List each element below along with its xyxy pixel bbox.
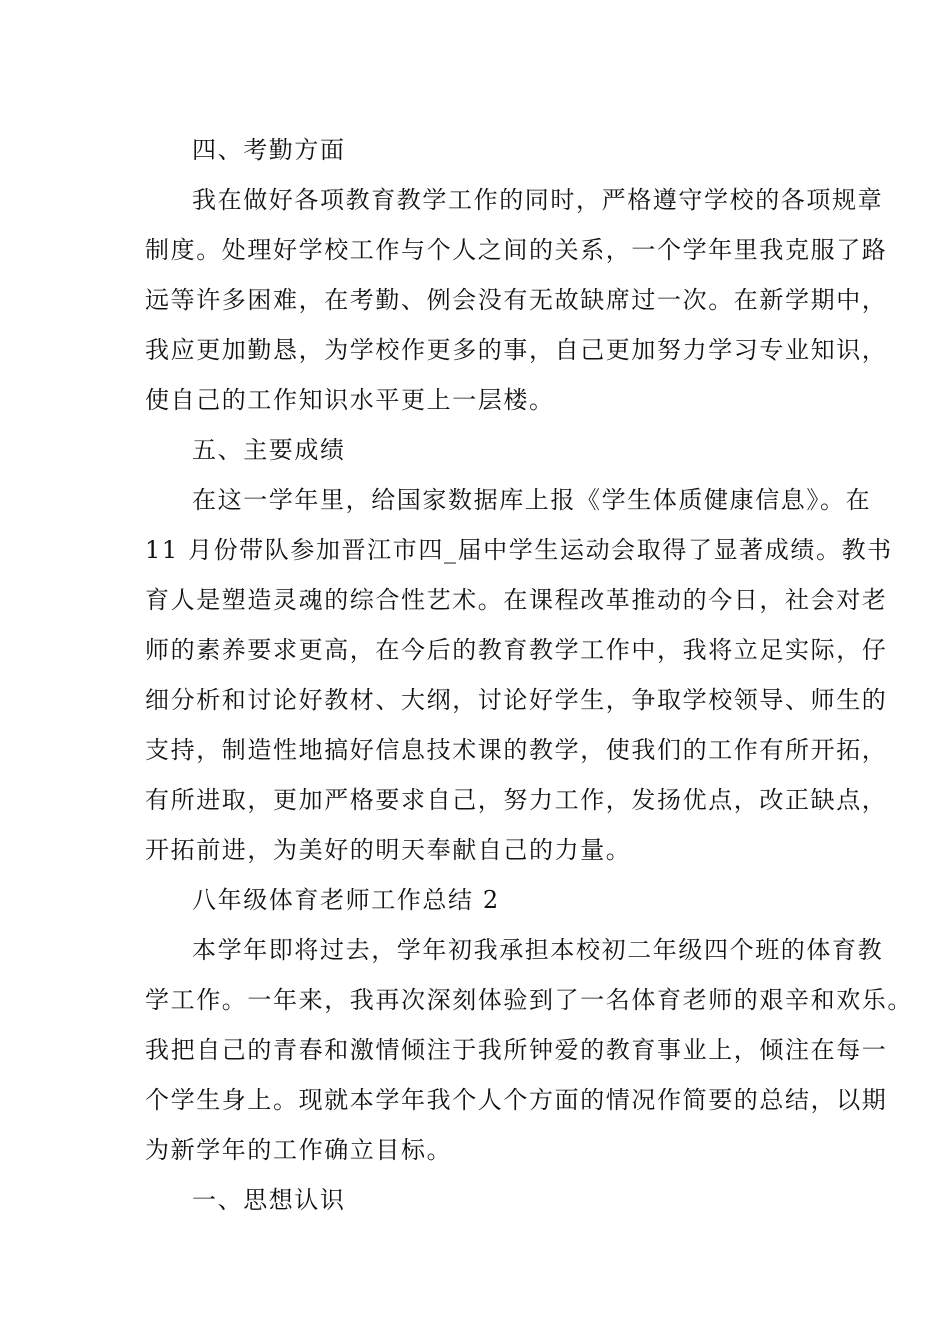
paragraph-line: 开拓前进，为美好的明天奉献自己的力量。 [145, 836, 632, 864]
paragraph-line: 有所进取，更加严格要求自己，努力工作，发扬优点，改正缺点， [145, 786, 888, 814]
paragraph-line: 育人是塑造灵魂的综合性艺术。在课程改革推动的今日，社会对老 [145, 586, 888, 614]
paragraph-line: 师的素养要求更高，在今后的教育教学工作中，我将立足实际，仔 [145, 636, 888, 664]
paragraph-line: 在这一学年里，给国家数据库上报《学生体质健康信息》。在 [192, 486, 872, 514]
paragraph-line: 我在做好各项教育教学工作的同时，严格遵守学校的各项规章 [192, 186, 884, 214]
paragraph-line: 11 月份带队参加晋江市四_届中学生运动会取得了显著成绩。教书 [145, 536, 893, 564]
paragraph-line: 远等许多困难，在考勤、例会没有无故缺席过一次。在新学期中， [145, 286, 888, 314]
paragraph-line: 细分析和讨论好教材、大纲，讨论好学生，争取学校领导、师生的 [145, 686, 888, 714]
section-heading-ideology: 一、思想认识 [192, 1186, 346, 1214]
paragraph-line: 使自己的工作知识水平更上一层楼。 [145, 386, 555, 414]
paragraph-line: 学工作。一年来，我再次深刻体验到了一名体育老师的艰辛和欢乐。 [145, 986, 913, 1014]
paragraph-line: 为新学年的工作确立目标。 [145, 1136, 453, 1164]
section-heading-achievements: 五、主要成绩 [192, 436, 346, 464]
paragraph-line: 个学生身上。现就本学年我个人个方面的情况作简要的总结，以期 [145, 1086, 888, 1114]
paragraph-line: 支持，制造性地搞好信息技术课的教学，使我们的工作有所开拓， [145, 736, 888, 764]
section-heading-attendance: 四、考勤方面 [192, 136, 346, 164]
paragraph-line: 我把自己的青春和激情倾注于我所钟爱的教育事业上，倾注在每一 [145, 1036, 888, 1064]
paragraph-line: 制度。处理好学校工作与个人之间的关系，一个学年里我克服了路 [145, 236, 888, 264]
paragraph-line: 我应更加勤恳，为学校作更多的事，自己更加努力学习专业知识， [145, 336, 888, 364]
article-title: 八年级体育老师工作总结 2 [192, 886, 500, 914]
paragraph-line: 本学年即将过去，学年初我承担本校初二年级四个班的体育教 [192, 936, 884, 964]
